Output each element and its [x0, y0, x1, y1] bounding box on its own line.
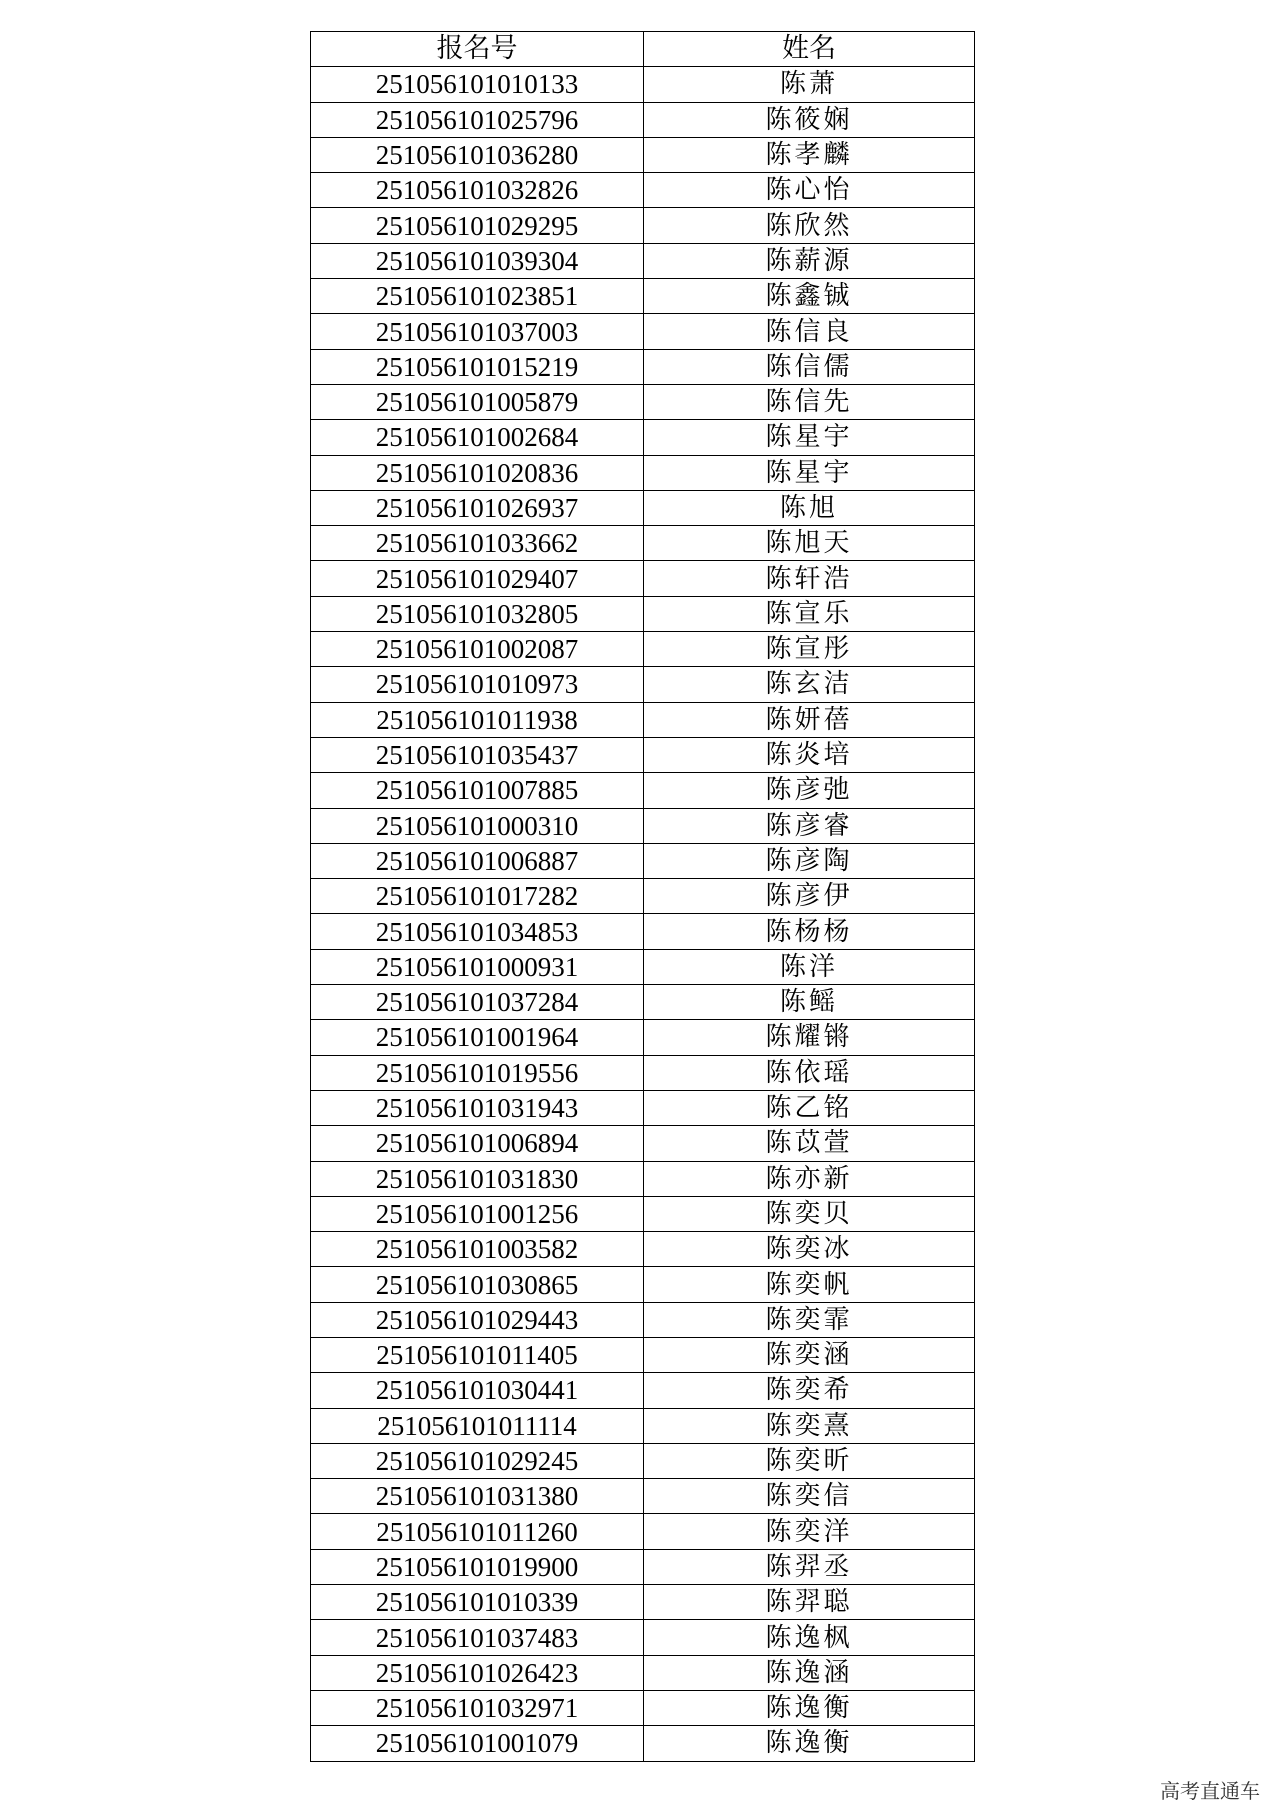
name-cell: 陈星宇 [644, 420, 975, 455]
table-row [311, 526, 975, 561]
table-row [311, 1585, 975, 1620]
name-cell: 陈奕洋 [644, 1514, 975, 1549]
table-row [311, 596, 975, 631]
table-row [311, 773, 975, 808]
name-cell: 陈奕昕 [644, 1443, 975, 1478]
table-row [311, 843, 975, 878]
name-cell: 陈旭天 [644, 526, 975, 561]
registration-number-cell: 251056101011405 [311, 1337, 644, 1372]
registration-number-cell: 251056101007885 [311, 773, 644, 808]
name-cell: 陈奕冰 [644, 1232, 975, 1267]
name-cell: 陈宣乐 [644, 596, 975, 631]
table-row [311, 985, 975, 1020]
name-cell: 陈逸衡 [644, 1690, 975, 1725]
registration-number-cell: 251056101003582 [311, 1232, 644, 1267]
table-row [311, 1655, 975, 1690]
table-row [311, 173, 975, 208]
name-cell: 陈逸衡 [644, 1726, 975, 1761]
name-cell: 陈依瑶 [644, 1055, 975, 1090]
name-cell: 陈信先 [644, 384, 975, 419]
registration-number-cell: 251056101036280 [311, 137, 644, 172]
table-row [311, 1126, 975, 1161]
column-header-name: 姓名 [644, 32, 975, 67]
name-cell: 陈玄洁 [644, 667, 975, 702]
table-row [311, 1408, 975, 1443]
name-cell: 陈欣然 [644, 208, 975, 243]
table-row [311, 1549, 975, 1584]
registration-number-cell: 251056101019556 [311, 1055, 644, 1090]
table-row [311, 1232, 975, 1267]
table-row [311, 808, 975, 843]
name-cell: 陈奕贝 [644, 1196, 975, 1231]
registration-number-cell: 251056101034853 [311, 914, 644, 949]
name-cell: 陈彦伊 [644, 879, 975, 914]
name-cell: 陈心怡 [644, 173, 975, 208]
table-row [311, 949, 975, 984]
registration-number-cell: 251056101029295 [311, 208, 644, 243]
registration-number-cell: 251056101032971 [311, 1690, 644, 1725]
name-cell: 陈鳐 [644, 985, 975, 1020]
registration-number-cell: 251056101019900 [311, 1549, 644, 1584]
table-row [311, 208, 975, 243]
registration-number-cell: 251056101037284 [311, 985, 644, 1020]
name-cell: 陈信儒 [644, 349, 975, 384]
table-row [311, 279, 975, 314]
table-row [311, 1373, 975, 1408]
table-row [311, 667, 975, 702]
registration-number-cell: 251056101011938 [311, 702, 644, 737]
name-cell: 陈妍蓓 [644, 702, 975, 737]
registration-number-cell: 251056101011260 [311, 1514, 644, 1549]
name-cell: 陈奕信 [644, 1479, 975, 1514]
name-cell: 陈逸涵 [644, 1655, 975, 1690]
table-row [311, 1020, 975, 1055]
registration-number-cell: 251056101033662 [311, 526, 644, 561]
name-cell: 陈星宇 [644, 455, 975, 490]
registration-number-cell: 251056101031830 [311, 1161, 644, 1196]
registration-number-cell: 251056101032826 [311, 173, 644, 208]
name-cell: 陈孝麟 [644, 137, 975, 172]
table-row [311, 1196, 975, 1231]
registration-number-cell: 251056101023851 [311, 279, 644, 314]
table-row [311, 1620, 975, 1655]
table-row [311, 490, 975, 525]
table-row [311, 384, 975, 419]
table-row [311, 879, 975, 914]
registration-number-cell: 251056101020836 [311, 455, 644, 490]
table-row [311, 1090, 975, 1125]
column-header-registration-number: 报名号 [311, 32, 644, 67]
table-row [311, 420, 975, 455]
registration-number-cell: 251056101001964 [311, 1020, 644, 1055]
table-row [311, 314, 975, 349]
table-row [311, 1161, 975, 1196]
name-cell: 陈奕霏 [644, 1302, 975, 1337]
name-cell: 陈彦陶 [644, 843, 975, 878]
registration-number-cell: 251056101010339 [311, 1585, 644, 1620]
name-cell: 陈薪源 [644, 243, 975, 278]
table-row [311, 632, 975, 667]
table-row [311, 914, 975, 949]
name-cell: 陈羿丞 [644, 1549, 975, 1584]
registration-number-cell: 251056101005879 [311, 384, 644, 419]
name-cell: 陈洋 [644, 949, 975, 984]
table-row [311, 737, 975, 772]
registration-number-cell: 251056101030441 [311, 1373, 644, 1408]
registration-number-cell: 251056101010133 [311, 67, 644, 102]
registration-number-cell: 251056101030865 [311, 1267, 644, 1302]
registration-number-cell: 251056101026423 [311, 1655, 644, 1690]
name-cell: 陈炎培 [644, 737, 975, 772]
registration-number-cell: 251056101001256 [311, 1196, 644, 1231]
registration-number-cell: 251056101001079 [311, 1726, 644, 1761]
registration-number-cell: 251056101006887 [311, 843, 644, 878]
name-cell: 陈奕希 [644, 1373, 975, 1408]
registration-number-cell: 251056101006894 [311, 1126, 644, 1161]
table-row [311, 561, 975, 596]
registration-number-cell: 251056101002087 [311, 632, 644, 667]
name-cell: 陈萧 [644, 67, 975, 102]
name-cell: 陈彦睿 [644, 808, 975, 843]
table-row [311, 1302, 975, 1337]
name-cell: 陈杨杨 [644, 914, 975, 949]
registration-number-cell: 251056101026937 [311, 490, 644, 525]
name-cell: 陈轩浩 [644, 561, 975, 596]
table-row [311, 1267, 975, 1302]
registration-number-cell: 251056101025796 [311, 102, 644, 137]
table-row [311, 1690, 975, 1725]
name-cell: 陈彦弛 [644, 773, 975, 808]
name-cell: 陈宣彤 [644, 632, 975, 667]
registration-number-cell: 251056101037003 [311, 314, 644, 349]
registration-number-cell: 251056101035437 [311, 737, 644, 772]
name-cell: 陈逸枫 [644, 1620, 975, 1655]
table-row [311, 1479, 975, 1514]
table-header-row [311, 32, 975, 67]
registration-number-cell: 251056101031943 [311, 1090, 644, 1125]
table-row [311, 1055, 975, 1090]
table-row [311, 243, 975, 278]
registration-number-cell: 251056101029245 [311, 1443, 644, 1478]
watermark: 高考直通车 [1160, 1779, 1260, 1803]
name-cell: 陈鑫铖 [644, 279, 975, 314]
name-cell: 陈奕熹 [644, 1408, 975, 1443]
name-cell: 陈奕涵 [644, 1337, 975, 1372]
registration-number-cell: 251056101032805 [311, 596, 644, 631]
table-row [311, 102, 975, 137]
table-row [311, 1726, 975, 1761]
registration-number-cell: 251056101015219 [311, 349, 644, 384]
table-row [311, 137, 975, 172]
registration-number-cell: 251056101000310 [311, 808, 644, 843]
registration-number-cell: 251056101011114 [311, 1408, 644, 1443]
name-cell: 陈奕帆 [644, 1267, 975, 1302]
registration-number-cell: 251056101017282 [311, 879, 644, 914]
table-row [311, 1443, 975, 1478]
table-row [311, 455, 975, 490]
table-row [311, 702, 975, 737]
name-cell: 陈羿聪 [644, 1585, 975, 1620]
registration-number-cell: 251056101029407 [311, 561, 644, 596]
registration-number-cell: 251056101029443 [311, 1302, 644, 1337]
name-cell: 陈苡萱 [644, 1126, 975, 1161]
name-cell: 陈乙铭 [644, 1090, 975, 1125]
table-body [311, 67, 975, 1761]
registration-number-cell: 251056101000931 [311, 949, 644, 984]
table-row [311, 349, 975, 384]
registration-number-cell: 251056101031380 [311, 1479, 644, 1514]
registration-number-cell: 251056101002684 [311, 420, 644, 455]
name-cell: 陈信良 [644, 314, 975, 349]
name-cell: 陈筱娴 [644, 102, 975, 137]
name-cell: 陈旭 [644, 490, 975, 525]
name-cell: 陈亦新 [644, 1161, 975, 1196]
registration-number-cell: 251056101010973 [311, 667, 644, 702]
table-row [311, 67, 975, 102]
table-row [311, 1514, 975, 1549]
name-cell: 陈耀锵 [644, 1020, 975, 1055]
registration-table [310, 31, 975, 1762]
registration-number-cell: 251056101037483 [311, 1620, 644, 1655]
table-row [311, 1337, 975, 1372]
registration-number-cell: 251056101039304 [311, 243, 644, 278]
